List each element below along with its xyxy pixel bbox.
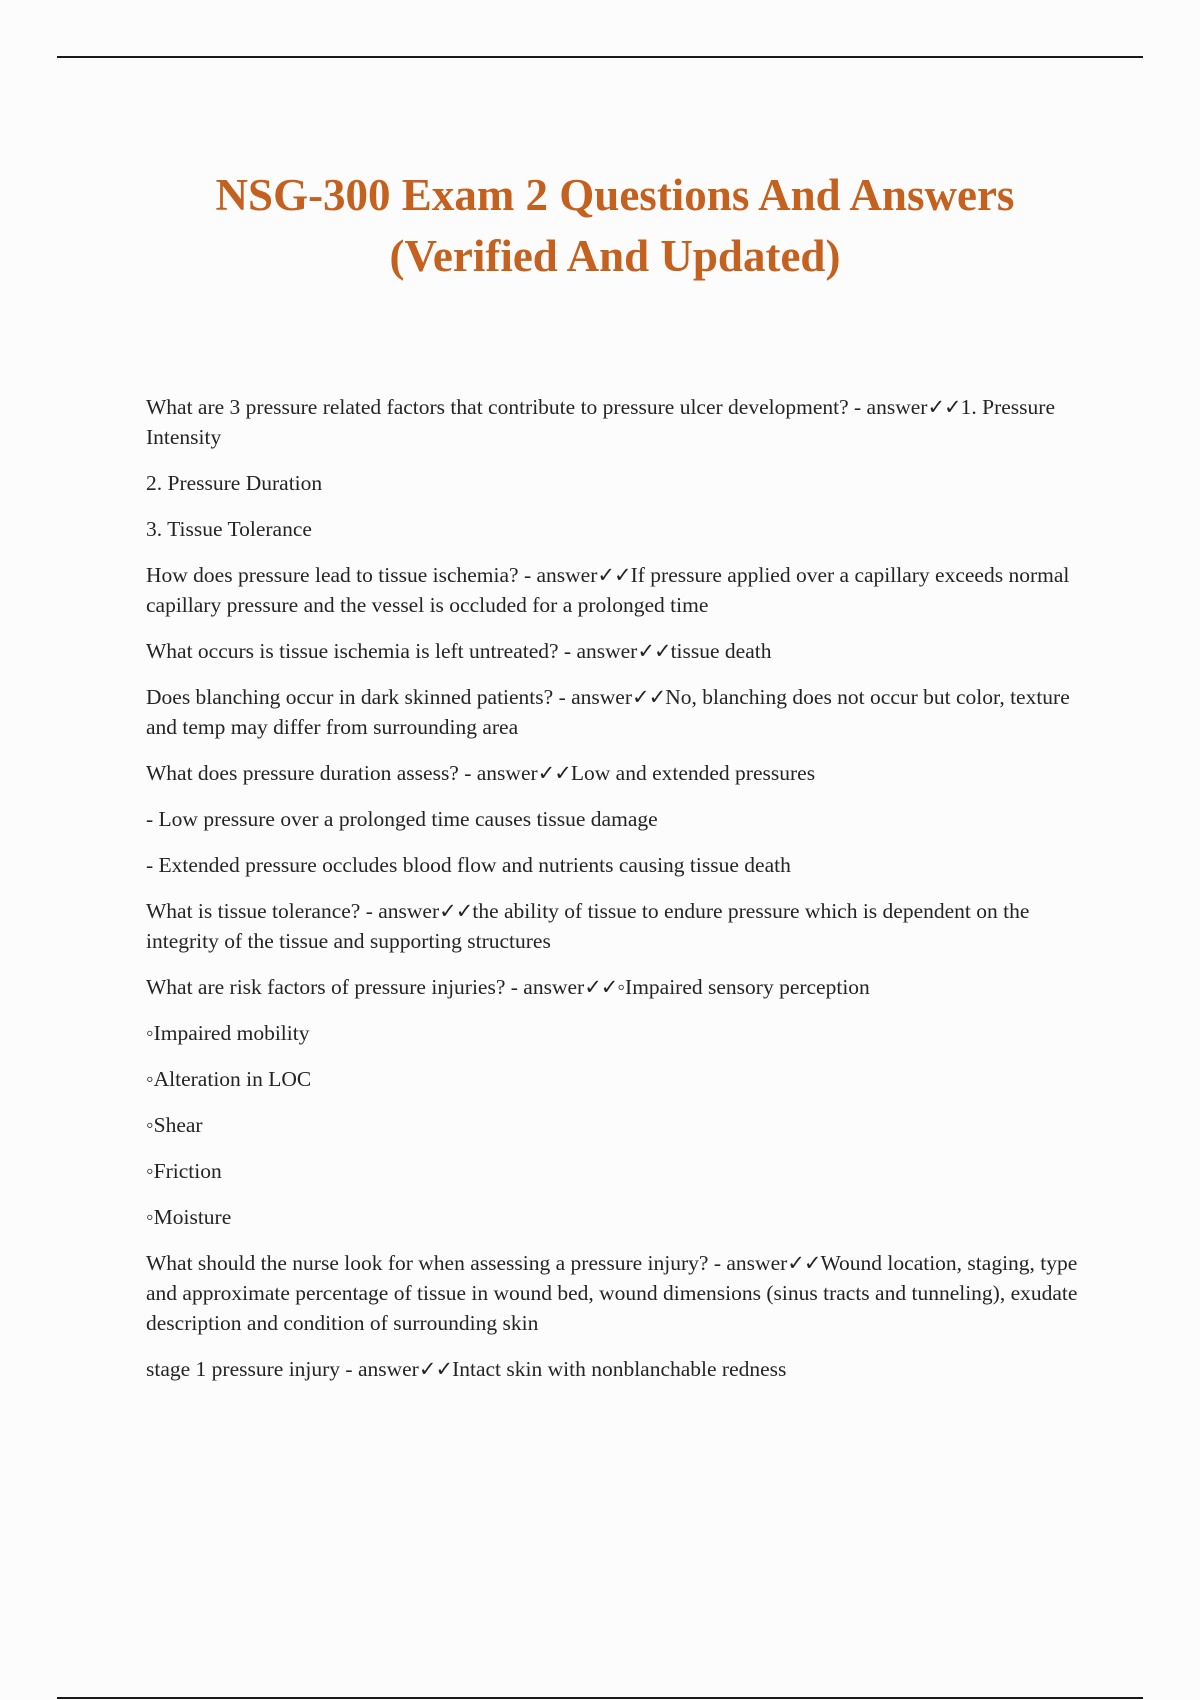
qa-item — [146, 560, 1091, 620]
answer-text: Intact skin with nonblanchable redness — [452, 1357, 787, 1381]
answer-text: Low and extended pressures — [570, 761, 816, 785]
answer-marker: - answer — [340, 1357, 419, 1381]
answer-text: ◦Impaired sensory perception — [617, 975, 870, 999]
double-check-icon: ✓✓ — [632, 685, 666, 709]
list-item: - Extended pressure occludes blood flow and nutrients causing tissue death — [146, 853, 791, 877]
document-title — [60, 165, 1170, 287]
qa-item — [146, 1354, 1091, 1384]
list-item: 3. Tissue Tolerance — [146, 517, 312, 541]
title-line-1: NSG-300 Exam 2 Questions And Answers — [215, 170, 1015, 220]
double-check-icon: ✓✓ — [597, 563, 631, 587]
list-item: ◦Moisture — [146, 1205, 232, 1229]
question-text: What is tissue tolerance? — [146, 899, 361, 923]
answer-marker: - answer — [848, 395, 928, 419]
list-item: ◦Impaired mobility — [146, 1021, 310, 1045]
question-text: What does pressure duration assess? — [146, 761, 459, 785]
double-check-icon: ✓✓ — [418, 1357, 453, 1381]
double-check-icon: ✓✓ — [584, 975, 618, 999]
qa-item — [146, 972, 1091, 1002]
double-check-icon: ✓✓ — [787, 1251, 821, 1275]
question-text: What should the nurse look for when assessing a pressure injury? — [146, 1251, 709, 1275]
double-check-icon: ✓✓ — [927, 395, 961, 419]
answer-text: tissue death — [670, 639, 772, 663]
qa-item — [146, 758, 1091, 788]
list-item: ◦Alteration in LOC — [146, 1067, 312, 1091]
qa-item — [146, 1248, 1091, 1338]
answer-text: 1. Pressure Intensity — [146, 395, 1055, 449]
question-text: What are 3 pressure related factors that contribute to pressure ulcer development? — [146, 395, 849, 419]
title-line-2: (Verified And Updated) — [389, 231, 841, 281]
qa-item — [146, 682, 1091, 742]
question-text: Does blanching occur in dark skinned patients? — [146, 685, 554, 709]
header-rule — [57, 56, 1143, 58]
footer-rule — [57, 1697, 1143, 1699]
answer-marker: - answer — [518, 563, 598, 587]
question-text: What occurs is tissue ischemia is left untreated? — [146, 639, 559, 663]
double-check-icon: ✓✓ — [537, 761, 571, 785]
answer-marker: - answer — [458, 761, 538, 785]
answer-text: If pressure applied over a capillary exceeds normal capillary pressure and the vessel is occluded for a prolonged time — [146, 563, 1070, 617]
double-check-icon: ✓✓ — [439, 899, 473, 923]
qa-list — [146, 392, 1091, 1400]
answer-marker: - answer — [558, 639, 638, 663]
double-check-icon: ✓✓ — [637, 639, 671, 663]
list-item: 2. Pressure Duration — [146, 471, 323, 495]
answer-marker: - answer — [708, 1251, 788, 1275]
answer-marker: - answer — [360, 899, 440, 923]
answer-marker: - answer — [505, 975, 585, 999]
answer-text: No, blanching does not occur but color, texture and temp may differ from surrounding area — [146, 685, 1070, 739]
qa-item — [146, 392, 1091, 452]
answer-text: the ability of tissue to endure pressure which is dependent on the integrity of the tissue and supporting structures — [146, 899, 1030, 953]
question-text: How does pressure lead to tissue ischemia? — [146, 563, 519, 587]
qa-item — [146, 636, 1091, 666]
answer-text: Wound location, staging, type and approximate percentage of tissue in wound bed, wound dimensions (sinus tracts and tunneling), exudate description and condition of surrounding skin — [146, 1251, 1078, 1335]
answer-marker: - answer — [553, 685, 633, 709]
question-text: stage 1 pressure injury — [146, 1357, 341, 1381]
list-item: - Low pressure over a prolonged time causes tissue damage — [146, 807, 658, 831]
question-text: What are risk factors of pressure injuries? — [146, 975, 506, 999]
list-item: ◦Shear — [146, 1113, 203, 1137]
list-item: ◦Friction — [146, 1159, 222, 1183]
qa-item — [146, 896, 1091, 956]
